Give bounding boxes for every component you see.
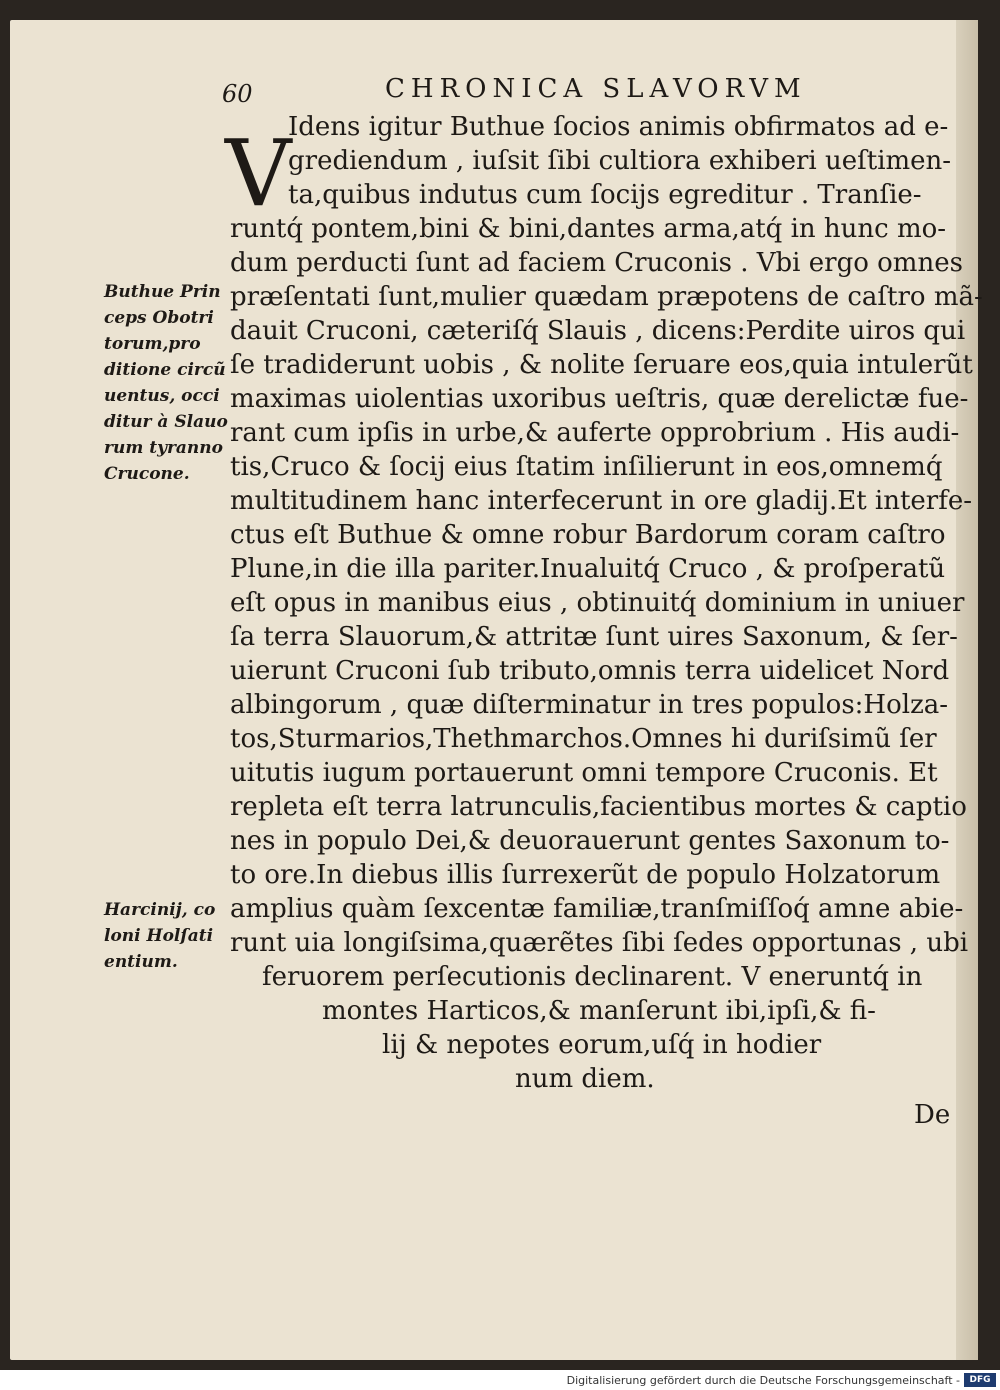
marginal-line: ceps Obotri <box>104 308 214 328</box>
text-line: maximas uiolentias uxoribus ueſtris, quæ derelictæ fue- <box>230 384 969 414</box>
text-line: eſt opus in manibus eius , obtinuitq́ dominium in uniuer <box>230 588 965 618</box>
text-line: tis,Cruco & ſocij eius ſtatim inſilierunt in eos,omnemq́ <box>230 452 943 482</box>
text-line: multitudinem hanc interfecerunt in ore gladij.Et interfe- <box>230 486 973 516</box>
text-line: runt uia longiſsima,quærẽtes ſibi ſedes opportunas , ubi <box>230 928 969 958</box>
catchword: De <box>914 1100 951 1130</box>
text-line: Idens igitur Buthue ſocios animis obfirmatos ad e- <box>288 112 949 142</box>
marginal-line: ditur à Slauo <box>104 412 228 432</box>
text-line: rant cum ipſis in urbe,& auferte opprobrium . His audi- <box>230 418 960 448</box>
page-edge <box>956 20 978 1360</box>
text-line: uierunt Cruconi ſub tributo,omnis terra uidelicet Nord <box>230 656 950 686</box>
text-line: num diem. <box>515 1064 655 1094</box>
running-head: CHRONICA SLAVORVM <box>385 74 807 104</box>
text-line: feruorem perſecutionis declinarent. V eneruntq́ in <box>262 962 923 992</box>
drop-capital: V <box>225 120 292 227</box>
marginal-line: uentus, occi <box>104 386 220 406</box>
text-line: præſentati ſunt,mulier quædam præpotens de caſtro mã- <box>230 282 983 312</box>
text-line: to ore.In diebus illis ſurrexerũt de populo Holzatorum <box>230 860 941 890</box>
text-line: dauit Cruconi, cæteriſq́ Slauis , dicens:Perdite uiros qui <box>230 316 966 346</box>
text-line: nes in populo Dei,& deuorauerunt gentes Saxonum to- <box>230 826 950 856</box>
text-line: amplius quàm ſexcentæ familiæ,tranſmiſſoq́ amne abie- <box>230 894 964 924</box>
marginal-line: Harcinij, co <box>104 900 216 920</box>
dfg-logo[interactable]: DFG <box>964 1373 996 1387</box>
page-number: 60 <box>222 80 253 108</box>
text-line: grediendum , iuſsit ſibi cultiora exhiberi ueſtimen- <box>288 146 952 176</box>
text-line: ſe tradiderunt uobis , & nolite ſeruare eos,quia intulerũt <box>230 350 973 380</box>
text-line: ctus eſt Buthue & omne robur Bardorum coram caſtro <box>230 520 946 550</box>
text-line: lij & nepotes eorum,uſq́ in hodier <box>382 1030 822 1060</box>
text-line: uitutis iugum portauerunt omni tempore Cruconis. Et <box>230 758 938 788</box>
marginal-line: Buthue Prin <box>104 282 221 302</box>
text-line: ta,quibus indutus cum ſocijs egreditur . Tranſie- <box>288 180 922 210</box>
text-line: ſa terra Slauorum,& attritæ ſunt uires Saxonum, & ſer- <box>230 622 958 652</box>
marginal-line: rum tyranno <box>104 438 223 458</box>
text-line: Plune,in die illa pariter.Inualuitq́ Cruco , & proſperatũ <box>230 554 946 584</box>
text-line: runtq́ pontem,bini & bini,dantes arma,atq́ in hunc mo- <box>230 214 947 244</box>
marginal-line: ditione circũ <box>104 360 226 380</box>
text-line: repleta eſt terra latrunculis,facientibus mortes & captio <box>230 792 967 822</box>
text-line: albingorum , quæ diſterminatur in tres populos:Holza- <box>230 690 949 720</box>
marginal-line: entium. <box>104 952 178 972</box>
marginal-line: Crucone. <box>104 464 190 484</box>
funding-notice: Digitalisierung gefördert durch die Deutsche Forschungsgemeinschaft - <box>566 1374 960 1387</box>
text-line: tos,Sturmarios,Thethmarchos.Omnes hi duriſsimũ ſer <box>230 724 937 754</box>
marginal-line: torum,pro <box>104 334 201 354</box>
text-line: dum perducti ſunt ad faciem Cruconis . Vbi ergo omnes <box>230 248 963 278</box>
text-line: montes Harticos,& manſerunt ibi,ipſi,& fi- <box>322 996 876 1026</box>
marginal-line: loni Holſati <box>104 926 214 946</box>
